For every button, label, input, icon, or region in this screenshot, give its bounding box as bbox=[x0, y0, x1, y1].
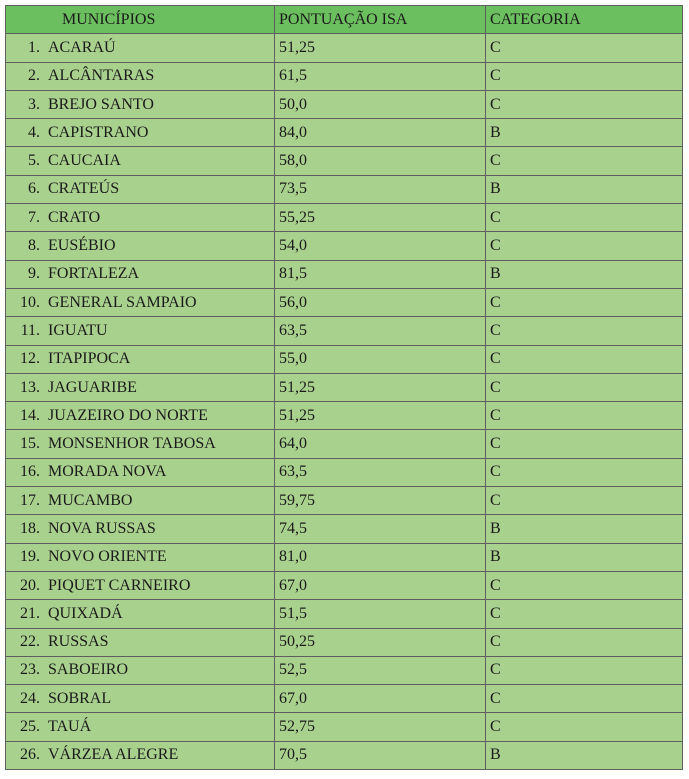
cell-categoria: C bbox=[486, 345, 683, 373]
cell-pontuacao: 61,5 bbox=[275, 62, 486, 90]
table-body bbox=[6, 34, 683, 770]
header-pontuacao-isa: PONTUAÇÃO ISA bbox=[275, 6, 486, 34]
cell-pontuacao: 81,0 bbox=[275, 543, 486, 571]
municipio-name: SOBRAL bbox=[48, 689, 112, 707]
cell-categoria: C bbox=[486, 204, 683, 232]
table-row bbox=[6, 741, 683, 769]
cell-categoria: C bbox=[486, 628, 683, 656]
cell-pontuacao: 51,25 bbox=[275, 402, 486, 430]
cell-municipio bbox=[6, 345, 275, 373]
cell-municipio bbox=[6, 34, 275, 62]
cell-municipio bbox=[6, 430, 275, 458]
cell-municipio bbox=[6, 288, 275, 316]
cell-municipio bbox=[6, 62, 275, 90]
municipio-name: MUCAMBO bbox=[48, 491, 133, 509]
row-number: 12. bbox=[20, 350, 40, 368]
row-number: 20. bbox=[20, 576, 40, 594]
row-number: 16. bbox=[20, 463, 40, 481]
cell-municipio bbox=[6, 373, 275, 401]
table-row bbox=[6, 119, 683, 147]
municipio-name: BREJO SANTO bbox=[48, 95, 154, 113]
table-header bbox=[6, 6, 683, 34]
municipio-name: CAUCAIA bbox=[48, 152, 121, 170]
cell-municipio bbox=[6, 458, 275, 486]
cell-municipio bbox=[6, 260, 275, 288]
municipio-name: SABOEIRO bbox=[48, 661, 129, 679]
row-number: 22. bbox=[20, 633, 40, 651]
cell-categoria: C bbox=[486, 685, 683, 713]
header-row bbox=[6, 6, 683, 34]
cell-pontuacao: 74,5 bbox=[275, 515, 486, 543]
cell-categoria: C bbox=[486, 90, 683, 118]
table-row bbox=[6, 260, 683, 288]
municipio-name: VÁRZEA ALEGRE bbox=[48, 746, 179, 764]
table-row bbox=[6, 62, 683, 90]
cell-pontuacao: 73,5 bbox=[275, 175, 486, 203]
cell-pontuacao: 64,0 bbox=[275, 430, 486, 458]
table-row bbox=[6, 147, 683, 175]
cell-pontuacao: 55,25 bbox=[275, 204, 486, 232]
cell-pontuacao: 52,75 bbox=[275, 713, 486, 741]
row-number: 11. bbox=[20, 321, 40, 339]
cell-categoria: C bbox=[486, 571, 683, 599]
table-row bbox=[6, 288, 683, 316]
cell-pontuacao: 67,0 bbox=[275, 571, 486, 599]
row-number: 14. bbox=[20, 406, 40, 424]
isa-table bbox=[5, 5, 683, 770]
cell-categoria: C bbox=[486, 713, 683, 741]
cell-categoria: C bbox=[486, 62, 683, 90]
municipio-name: JUAZEIRO DO NORTE bbox=[48, 406, 208, 424]
cell-municipio bbox=[6, 119, 275, 147]
cell-categoria: C bbox=[486, 430, 683, 458]
cell-categoria: C bbox=[486, 288, 683, 316]
municipio-name: ACARAÚ bbox=[48, 38, 116, 56]
cell-categoria: B bbox=[486, 515, 683, 543]
municipio-name: IGUATU bbox=[48, 321, 108, 339]
cell-categoria: C bbox=[486, 656, 683, 684]
table-row bbox=[6, 656, 683, 684]
cell-pontuacao: 50,0 bbox=[275, 90, 486, 118]
municipio-name: NOVA RUSSAS bbox=[48, 519, 156, 537]
cell-pontuacao: 70,5 bbox=[275, 741, 486, 769]
cell-municipio bbox=[6, 543, 275, 571]
cell-categoria: C bbox=[486, 487, 683, 515]
municipio-name: RUSSAS bbox=[48, 633, 109, 651]
table-row bbox=[6, 90, 683, 118]
cell-municipio bbox=[6, 741, 275, 769]
table-row bbox=[6, 571, 683, 599]
table-row bbox=[6, 458, 683, 486]
row-number: 1. bbox=[28, 38, 40, 56]
row-number: 23. bbox=[20, 661, 40, 679]
table-row bbox=[6, 713, 683, 741]
table-row bbox=[6, 345, 683, 373]
municipio-name: CRATO bbox=[48, 208, 101, 226]
table-row bbox=[6, 600, 683, 628]
municipio-name: JAGUARIBE bbox=[48, 378, 137, 396]
cell-pontuacao: 55,0 bbox=[275, 345, 486, 373]
cell-municipio bbox=[6, 571, 275, 599]
cell-categoria: B bbox=[486, 543, 683, 571]
cell-pontuacao: 63,5 bbox=[275, 317, 486, 345]
cell-municipio bbox=[6, 628, 275, 656]
cell-municipio bbox=[6, 90, 275, 118]
table-row bbox=[6, 430, 683, 458]
table-row bbox=[6, 402, 683, 430]
cell-categoria: C bbox=[486, 317, 683, 345]
row-number: 6. bbox=[28, 180, 40, 198]
cell-municipio bbox=[6, 600, 275, 628]
cell-categoria: C bbox=[486, 34, 683, 62]
cell-pontuacao: 56,0 bbox=[275, 288, 486, 316]
cell-municipio bbox=[6, 232, 275, 260]
cell-categoria: C bbox=[486, 458, 683, 486]
table-row bbox=[6, 515, 683, 543]
cell-pontuacao: 51,25 bbox=[275, 373, 486, 401]
row-number: 2. bbox=[28, 67, 40, 85]
isa-table-container bbox=[5, 5, 682, 770]
row-number: 21. bbox=[20, 604, 40, 622]
row-number: 25. bbox=[20, 718, 40, 736]
row-number: 24. bbox=[20, 689, 40, 707]
table-row bbox=[6, 373, 683, 401]
cell-pontuacao: 58,0 bbox=[275, 147, 486, 175]
row-number: 4. bbox=[28, 123, 40, 141]
table-row bbox=[6, 34, 683, 62]
cell-categoria: B bbox=[486, 741, 683, 769]
municipio-name: NOVO ORIENTE bbox=[48, 548, 167, 566]
table-row bbox=[6, 175, 683, 203]
cell-municipio bbox=[6, 515, 275, 543]
cell-pontuacao: 51,25 bbox=[275, 34, 486, 62]
cell-municipio bbox=[6, 713, 275, 741]
row-number: 15. bbox=[20, 435, 40, 453]
row-number: 18. bbox=[20, 519, 40, 537]
municipio-name: MORADA NOVA bbox=[48, 463, 167, 481]
cell-municipio bbox=[6, 317, 275, 345]
municipio-name: GENERAL SAMPAIO bbox=[48, 293, 197, 311]
cell-categoria: C bbox=[486, 232, 683, 260]
row-number: 8. bbox=[28, 237, 40, 255]
row-number: 7. bbox=[28, 208, 40, 226]
table-row bbox=[6, 487, 683, 515]
table-row bbox=[6, 628, 683, 656]
cell-pontuacao: 67,0 bbox=[275, 685, 486, 713]
cell-municipio bbox=[6, 175, 275, 203]
cell-pontuacao: 59,75 bbox=[275, 487, 486, 515]
cell-municipio bbox=[6, 402, 275, 430]
cell-categoria: B bbox=[486, 260, 683, 288]
row-number: 19. bbox=[20, 548, 40, 566]
cell-pontuacao: 50,25 bbox=[275, 628, 486, 656]
cell-pontuacao: 63,5 bbox=[275, 458, 486, 486]
table-row bbox=[6, 685, 683, 713]
cell-pontuacao: 51,5 bbox=[275, 600, 486, 628]
cell-categoria: C bbox=[486, 147, 683, 175]
municipio-name: CAPISTRANO bbox=[48, 123, 149, 141]
municipio-name: MONSENHOR TABOSA bbox=[48, 435, 216, 453]
cell-categoria: B bbox=[486, 119, 683, 147]
municipio-name: ITAPIPOCA bbox=[48, 350, 131, 368]
header-municipios: MUNICÍPIOS bbox=[6, 6, 275, 34]
cell-pontuacao: 84,0 bbox=[275, 119, 486, 147]
row-number: 17. bbox=[20, 491, 40, 509]
cell-pontuacao: 81,5 bbox=[275, 260, 486, 288]
municipio-name: FORTALEZA bbox=[48, 265, 140, 283]
cell-categoria: C bbox=[486, 402, 683, 430]
table-row bbox=[6, 204, 683, 232]
cell-pontuacao: 52,5 bbox=[275, 656, 486, 684]
table-row bbox=[6, 543, 683, 571]
row-number: 9. bbox=[28, 265, 40, 283]
cell-categoria: C bbox=[486, 373, 683, 401]
cell-municipio bbox=[6, 204, 275, 232]
cell-municipio bbox=[6, 487, 275, 515]
row-number: 5. bbox=[28, 152, 40, 170]
cell-categoria: B bbox=[486, 175, 683, 203]
cell-categoria: C bbox=[486, 600, 683, 628]
municipio-name: PIQUET CARNEIRO bbox=[48, 576, 191, 594]
municipio-name: ALCÂNTARAS bbox=[48, 67, 155, 85]
municipio-name: QUIXADÁ bbox=[48, 604, 123, 622]
municipio-name: CRATEÚS bbox=[48, 180, 120, 198]
row-number: 26. bbox=[20, 746, 40, 764]
cell-municipio bbox=[6, 685, 275, 713]
table-row bbox=[6, 232, 683, 260]
cell-municipio bbox=[6, 656, 275, 684]
municipio-name: TAUÁ bbox=[48, 718, 92, 736]
cell-pontuacao: 54,0 bbox=[275, 232, 486, 260]
cell-municipio bbox=[6, 147, 275, 175]
row-number: 3. bbox=[28, 95, 40, 113]
header-categoria: CATEGORIA bbox=[486, 6, 683, 34]
municipio-name: EUSÉBIO bbox=[48, 237, 116, 255]
row-number: 10. bbox=[20, 293, 40, 311]
table-row bbox=[6, 317, 683, 345]
row-number: 13. bbox=[20, 378, 40, 396]
